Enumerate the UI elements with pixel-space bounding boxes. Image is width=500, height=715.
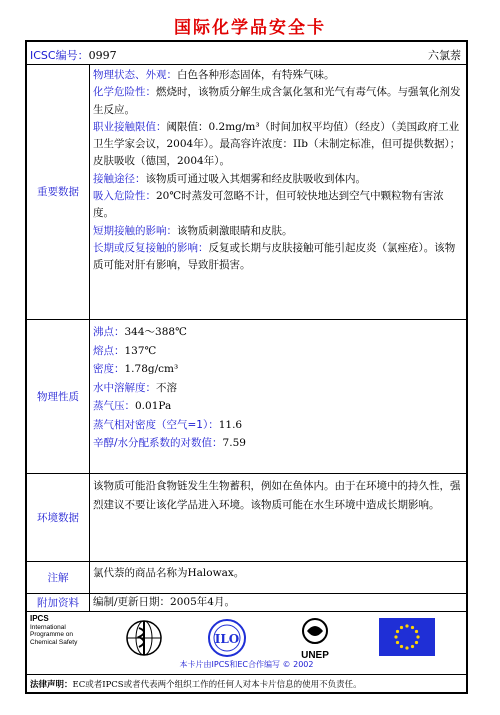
unep-emblem-icon [293, 616, 337, 660]
copyright-credit: 本卡片由IPCS和EC合作编写 © 2002 [179, 660, 314, 669]
section-content-environment: 该物质可能沿食物链发生生物蓄积，例如在鱼体内。由于在环境中的持久性，强烈建议不要让该化学品进入环境。该物质可能在水生环境中造成长期影响。 [93, 480, 461, 511]
item-log-kow: 辛醇/水分配系数的对数值：7.59 [93, 437, 246, 449]
safety-card [25, 40, 468, 694]
item-density: 密度：1.78g/cm³ [93, 363, 179, 375]
item-melting-point: 熔点：137℃ [93, 344, 157, 357]
svg-text:UNEP: UNEP [301, 650, 329, 660]
section-important [27, 64, 466, 320]
item-exposure-limits: 职业接触限值：阈限值：0.2mg/m³（时间加权平均值）（经皮）（美国政府工业卫生学家会议，2004年）。最高容许浓度：IIb（未制定标准，但可提供数据）；皮肤吸收（德国，2004年）。 [93, 120, 461, 168]
item-exposure-route: 接触途径：该物质可通过吸入其烟雾和经皮肤吸收到体内。 [93, 172, 366, 185]
section-content-physical [90, 320, 466, 473]
section-label-important: 重要数据 [27, 64, 90, 319]
item-vapour-pressure: 蒸气压：0.01Pa [93, 400, 172, 412]
section-content-notes: 氯代萘的商品名称为Halowax。 [93, 567, 245, 579]
section-physical [27, 320, 466, 474]
icsc-label: ICSC编号： [30, 49, 89, 62]
item-short-term-effects: 短期接触的影响：该物质刺激眼睛和皮肤。 [93, 224, 293, 237]
item-chemical-danger: 化学危险性：燃烧时，该物质分解生成含氯化氢和光气有毒气体。与强氧化剂发生反应。 [93, 86, 461, 116]
section-label-notes: 注解 [27, 562, 90, 593]
section-environment [27, 474, 466, 562]
ilo-emblem-icon [205, 618, 249, 658]
item-boiling-point: 沸点：344～388℃ [93, 326, 187, 338]
substance-name: 六氯萘 [428, 49, 461, 62]
ipcs-logo-text: IPCS International Programme on Chemical Safety [30, 614, 78, 646]
item-vapour-density: 蒸气相对密度（空气=1）：11.6 [93, 418, 243, 431]
logo-strip [27, 612, 466, 675]
card-header [27, 42, 466, 65]
section-label-physical: 物理性质 [27, 320, 90, 473]
section-label-environment: 环境数据 [27, 474, 90, 561]
section-notes [27, 562, 466, 594]
eu-flag-icon [379, 618, 435, 656]
icsc-value: 0997 [88, 49, 117, 62]
legal-notice: 法律声明：EC或者IPCS或者代表两个组织工作的任何人对本卡片信息的使用不负责任。 [30, 680, 362, 690]
card-title: 国际化学品安全卡 [174, 18, 326, 38]
section-content-additional: 编制/更新日期：2005年4月。 [93, 596, 235, 608]
item-water-solubility: 水中溶解度：不溶 [93, 381, 177, 394]
section-label-additional: 附加资料 [27, 594, 90, 611]
icsc-number [30, 47, 117, 63]
item-appearance: 物理状态、外观：白色各种形态固体，有特殊气味。 [93, 69, 335, 81]
who-emblem-icon [122, 618, 166, 658]
section-additional [27, 594, 466, 612]
item-inhalation-risk: 吸入危险性：20℃时蒸发可忽略不计，但可较快地达到空气中颗粒物有害浓度。 [93, 190, 444, 220]
svg-text:ILO: ILO [214, 632, 240, 646]
section-content-important [90, 64, 466, 319]
item-long-term-effects: 长期或反复接触的影响：反复或长期与皮肤接触可能引起皮炎（氯痤疮）。该物质可能对肝有影响，导致肝损害。 [93, 241, 456, 272]
